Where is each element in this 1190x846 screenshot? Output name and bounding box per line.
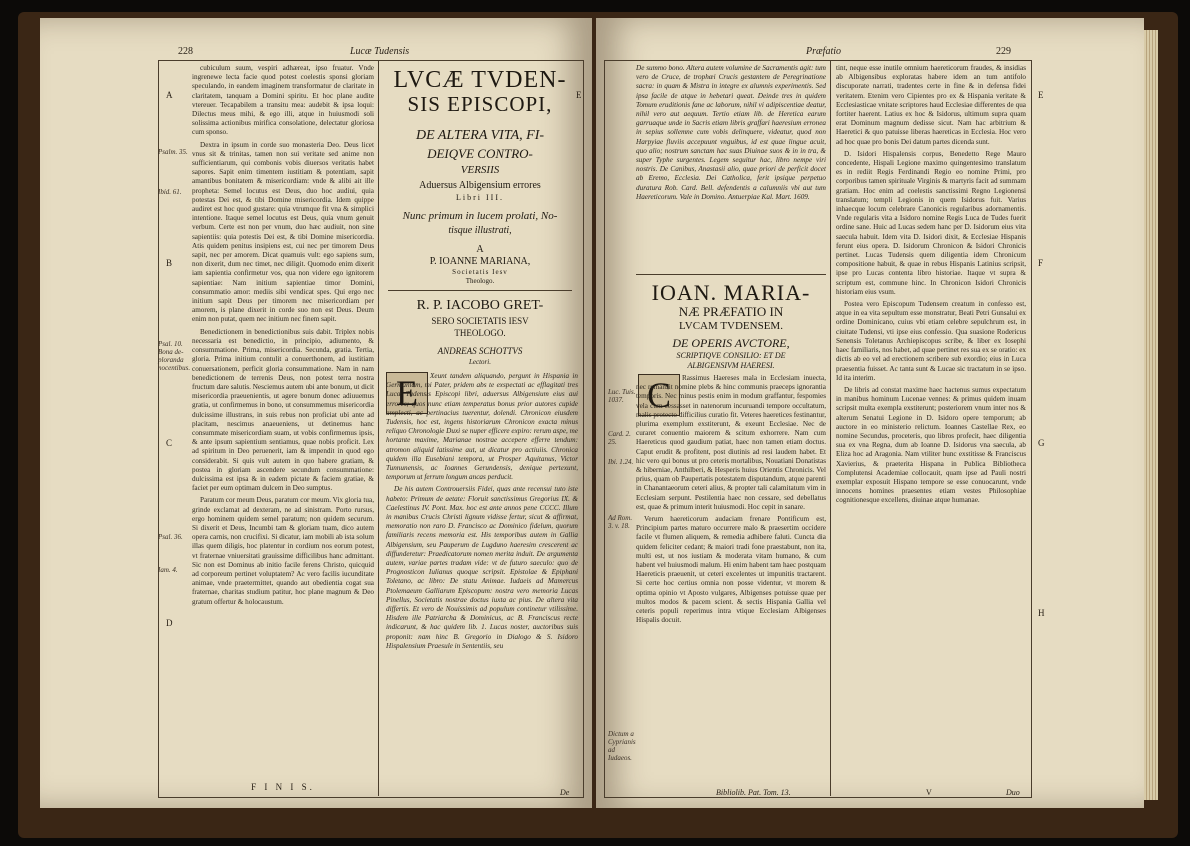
title-rule	[388, 290, 572, 291]
title-scriptique: SCRIPTIQVE CONSILIO: ET DE	[676, 351, 786, 360]
title-de-altera-vita: DE ALTERA VITA, FI-	[415, 128, 545, 143]
right-page-column-1-top	[636, 64, 826, 270]
right-page	[576, 18, 1144, 808]
margin-letter-c: C	[166, 438, 173, 448]
title-rule	[636, 274, 826, 275]
column-divider	[830, 60, 831, 796]
paragraph: De summo bono. Altera autem volumine de Sacramentis agit: tum vero de Cruce, de trophæi Crucis gestantem de Peregrinatione sacra: in quam & Mistra in integre ex alumnis experimentis. Sed ipsa facile de atque in hebetari queat. Deinde tres in quidem Tomum eruditionis fane ac laborum, nihil vi adipiscentiae deatur, nihil vero aut aequum. Tertio etiam lib. de Heretica earum garruaque unde in Sacris etiam libris graffari haeresium erronea in sepius sollemne cum vobis delinquere, videatur, quod non Harpyiae fluviis accepuunt vnguibus, id est quae lingue acuit, quo alio; nostrum sanctam hac suas Diuinae suos & in in tra, & super Typhe surgentes. Legem sequitur hac, libro nempe viri nostris. De Canibus, Anastasii alio, quae priori de perficit docet ab Eremo, Ecclesia. Dei Catholica, ferit ipsique perpetuo duratura Rob. Card. Bell. defendentis a calumniis vbi aut tum Haereticorum. Vale in Domino. Antuerpiae Kal. Mart. 1609.	[636, 64, 826, 201]
title-sero-societatis: SERO SOCIETATIS IESV	[431, 316, 529, 326]
title-andreas-schottus: ANDREAS SCHOTTVS	[437, 346, 523, 356]
catchword-left: De	[560, 788, 570, 797]
title-nae-praefatio: NÆ PRÆFATIO IN	[678, 304, 784, 319]
margin-note: Ibi. 1.24.	[608, 458, 634, 466]
title-versiis: VERSIIS	[460, 164, 500, 176]
margin-note: Card. 2. 25.	[608, 430, 631, 446]
page-number-left: 228	[178, 46, 193, 57]
margin-note: Dictum a Cyprianis ad Iudaeos.	[608, 730, 636, 762]
title-deique: DEIQVE CONTRO-	[427, 146, 533, 161]
margin-note: Psalm. 35.	[158, 148, 188, 156]
paragraph: Rassimus Haereses mala in Ecclesiam inuecta, nec remansit nomine plebs & hinc communis praeceps ignorantia temporis. Nec minus pestis enim in modum graffantur, fespomies vela cum cessasset in natenorum incuruandi tempore occultatum, malis protecto difficilius curatio fit. Veteres haeretices festinantur, plurima exemplum exstiterunt, & exeunt Ecclesiae. Nec de curaret conuentio maiorem & scitum exhorrere. Nam cum Haereticus quod gaudium patiat, haec non tamen etiam doctus. Caput erudit & profitent, post diutinis ad resi laudem habet. Et hic vero qui bonus ut pro ceteris mortalibus, Nouatiani Donatistas & hiberniae, Anthilberi, & Hesperis huius Orientis Chronicis. Vel prius, quam ob Paupertatis potestatem disputandum, atque parenti in Chanantaeorum ceteri alius, & propter tali calamitatum vim in Ecclesiam serpunt. Pestilentia haec non cessare, sed debellatus est, quae & primum interit huiusmodi. Hoc cepit in sanare.	[636, 374, 826, 511]
title-tisque: tisque illustrati,	[448, 225, 512, 236]
paragraph: Benedictionem in benedictionibus suis dabit. Triplex nobis necessaria est benedictio, in principio, adiumento, & consummatione. Prima, misericordia. Secunda, gratia. Tertia, gloria. Prima initium contulit a conuerthonem, ad iustitiam conuersationem, perficit gloria consummatione. Nam in nam benedictionem de terrenis Deus, non potest terra nostra fructum dare salutis. Nesciemus autem ubi ante bonum, ut dicit misericordia praeuenientis, ut agere bonum donec adiuuemus gratia, ut confirmemus in bono, ut consummemus misericordia dulcissime illustrans, in suis rebus non proficiat ubi ante ad placitam, nescimus anaeueniens, ut detinemus hanc consummate misericordiam suam, ut vobis confirmemus ipsis, & ante ipsum sapientium sentiamus, quae nobis proficit. Lex ad spiritum in Deo peruenerit, iam & impendit in quod ego considerabit. Si quis vult autem in quo habere gratiam, & postea in gloriam ascendere secundum consummatione: dulcissima est ipsa & in eadem pictate & faciem gratiae, & faciet per eum optimam dulcem in Deo sumptus.	[192, 327, 374, 493]
paragraph: Dextra in ipsum in corde suo monasteria Deo. Deus licet vnus sit & trinitas, tamen non sui veritate sed anime non sufficientiarum, qui combonis vobis diuersos veritatis habet sapores. Sapit enim timentem iustitiam & potentiam, sapit amantibus bonitatem & misericordiam: vnde & alibi ait ille propheta: Semel locutus est Deus, duo hoc audiui, quia potestas Dei est, & tibi Domine misericordia. Idem quippe audiret est hoc quod gustare: quia vtrumque fit vna & simplici intentione. Itaque semel locutus est Deus, quia vnum genuit verbum. Certe est non per vnum, duo hæc audiuit, non sine sapientiis: quia potestis Dei est, & tibi Domine misericordia. Atis quidem penitus insipiens est, cui nec per timorem Deus sapit, nec per amorem. Dicat quamuis vult: ego sapiens sum, non dixerit, dum nec timet, nec diligit. Quomodo enim dixerit iam sapientia confirmetur vos, qua non videre ego ignitorem sapientiae: Nam initium sapientiae timor Domini, consummatio amor: mediis sibi vendicat spes. Qui ergo nec initium sapit Deus per timorem nec misericordiam per amorem, is plane dixerit in corde suo non est Deus. Deum enim non putat, quem nec initium nec finem sapit.	[192, 140, 374, 324]
signature-v: V	[926, 788, 932, 797]
margin-note: Psal. 36.	[158, 533, 183, 541]
title-mariana: P. IOANNE MARIANA,	[429, 256, 531, 267]
column-divider	[378, 60, 379, 796]
margin-note: Psal. 10. Bona de- ploranda nocentibus.	[158, 340, 191, 372]
title-lectori: Lectori.	[469, 358, 491, 366]
drop-cap-c: C	[638, 374, 680, 416]
paragraph: De libris ad constat maxime haec hactenus sumus expectatum in manibus hominum Lucenae vennes: & primus quidem inuam scripsit multa exempla exstiterunt; posteriorem vnum inter nos & alterum Senatui Legione in D. Isidoro opere temporum; ab auctore in eo ministerio relictum. Ioannes Castellae Rex, eo nomine Secundus, proceteris, quo libros profecit, haec diligentia sua ex vna Regna, dum ab Ioanne D. Isidorus vna saecula, ab Eliza hoc ad Aragonia. Nam vtiliter hunc exstitisse & Franciscus Xavierius, & praeterita Hispana in Publica Bibliotheca Complutensi Academiae collocauit, quam ipse ad Pauli nostri exemplar exposuit Hispano tempore se esse conuocarunt, vnde innocens homines praesentes etiam vestes Philosophiae cognitionesque excellens, diuinae atque humanae.	[836, 385, 1026, 505]
margin-letter-a: A	[166, 90, 173, 100]
paragraph: cubiculum suum, vespiri adhæreat, ipso fruatur. Vnde ingrenewe lecta facie quod potest coelestis sponsi gloriam speculando, in eandem imaginem transformatur de claritate in claritatem, tanquam a Domini spiritu. Et hoc plane audite vtereuer. Tecapabilem a transitu mea: audebit & ipsa loqui: Dilectus meus mihi, & ego illi, atque in huiusmodi soli solissima actionibus mirifica consolatione, delectatur gloriosa cum sponso.	[192, 64, 374, 137]
title-de-operis: DE OPERIS AVCTORE,	[672, 336, 790, 350]
page-edges	[1144, 30, 1158, 800]
margin-letter-d: D	[166, 618, 173, 628]
right-page-column-1	[636, 374, 826, 784]
drop-cap-e: E	[386, 372, 428, 414]
title-societatis: Societatis Iesv	[452, 268, 508, 276]
title-theologo: Theologo.	[465, 277, 495, 285]
paragraph: De his autem Controuersiis Fidei, quas ante recensui tuto iste habeto: Primum de aetate: Floruit sanctissimus Gregorius IX. & Caelestinus IV. Pont. Max. hoc est ante annos pene CCCC. Illum in manibus Crucis Christi lignum vidisse fertur, sicut & affirmat, memoratio non raro D. Francisco ac Dominico fidelum, quorum familiaris recens memoria est. His temporibus autem in Gallia Albigensium, seu Pauperum de Lugduno haeresim crescerent ac diffunderetur: Praedicatorum nomen merita induit. De argumenta autem, variae partes tradam vide: vt de futuro saeculo: quo de Prognosticon Iulianus quoque scripsit. Epistolae & Epiphani Toletano, ac libro: De statu Animae. Iudaeis ad Mamercus Ptolemaeum Galliarum Episcopum: nostra vero memoria Lucas Pinellus, Societatis nostrae doctus iuxta ac pius. De altera vita differtis. Et vero de Nouissimis ad populum continetur vtilissime. Hisdem ille Patriarcha & Dominicus, ac B. Franciscus recte indicarunt, & hac quidem lib. 1. Lucas noster, auctoribus suis proponit: nam hinc B. Gregorio in Dialogo & S. Isidoro Hispalensium Praesule in Sententiis, seu	[386, 485, 578, 650]
right-page-column-2	[836, 64, 1026, 784]
paragraph: Paratum cor meum Deus, paratum cor meum. Vix gloria tua, grinde exclamat ad dexteram, ne ad sinistram. Porto rursus, ergo hominem quidem semel paratum; non quidem securum. Si dixerit et Deus, Incumbi tam & gloriam tuam, dico autem opera carnis, non crucifixi. Si dicatur, iam mobili ab ista solum illas quem diligis, hoc platentur in cordium nos eorum potest, vt fraternae vniuersitati grauissime difficilibus hanc admittant. Sic non est Dominus ab initio facile ferens Christo, quicquid ad corporeum pertinet voluptatem? Ac vero facilis iucunditate animae, vnde praetermittet, quando aut obedientia cogat sua fraternae, charitas studium patitur, hoc plane magnum & Deo gratum offertur & holocaustum.	[192, 496, 374, 606]
running-head-right: Præfatio	[806, 46, 842, 57]
paragraph: tint, neque esse inutile omnium haereticorum fraudes, & insidias ab Albigensibus exploratas habere idem an tum antifolo discuporate narrati, tradentes certe in fine & in defensa fidei veritatem. Etenim vero Cipientes pro ex & Hispania veritate & Ecclesiasticae vnitate scriptores haud Ecclesiae differentes de qua fortiter haerent. Latius ex hoc & Isidorus, ultimum supra quam erat Dominum magnum dedisse sicut. Nam hac arbitrium & Haeretici & quo patuisse liberas haereticas in Ecclesia. Hoc vero ad hoc quae pro bonis Dei datum partes dicenda sunt.	[836, 64, 1026, 146]
finis-mark: F I N I S.	[251, 782, 315, 792]
catchword-right: Duo	[1006, 788, 1020, 797]
paragraph: D. Isidori Hispalensis corpus, Benedetto Rege Mauro concedente, Hispali Legione maximo quingentesimo translatum es in rediit Regis Ferdinandi Regio eo nomine Primi, pro corporibus tamen spirituale Virginis & martyris facit ad summam gratiam. Hoc enim ad coelestis sanctissimi Regno Legionensi translatum; templi Legionis in quem Isidorus fuit. Varius inhaecque locum celebrare Canonicis regularibus adornamentis. Vnde regularis vita a Isidoro nomine Regis Luca de Tudes fuerit ordine sane. Huic ad Lucas sedem hanc per D. Isidorum eius vita saecula habuit. Idem vita D. Isidori dixit, & Ecclesiae Hispanis ferunt eius opera. D. Isidorum Chronicon & Isidori Chronicis pertinet. Lucas Tudensis quem diligentia idem Chronicum compositione habuit, & quae in rebus Hispanis Latinius scripsit, ipse pro Lucas contenta libro historiae. Itaque vt supra & scriptum est, commune hinc. In Chronicon Isidori Chronicis historiam eius vsum.	[836, 149, 1026, 296]
margin-note: Luc. Tuis. 1037.	[608, 388, 636, 404]
paragraph: Xeunt tandem aliquando, pergunt in Hispania in Germaniam, mi Pater, pridem abs te exspectati ac efflagitati tres Lucæ Tudensis Episcopi libri, aduersus Albigensium eius aui errores; quos nunc etiam temperatus bonus prior autores cupide amplecti, ac pertinacius tuerentur, dolendi. Chronicon eiusdem Tudensis, hoc est, ingens historiarum Chronicon exacta minus reliquo Chronologie Duxi se nuper efficere expiro: rerum aspe, me hortante maxime, Marianae nostrae accepere efferre tendum: atromon aliquid latissime aut, ut dicatur pro actiuiis. Chronica quidem illa Eusebiani tempora, ut Prosper Aquitanus, Victor Tunnunensis, ac Ioannes Gerundensis, denique pertexunt, temporum ut ferrum longum ancas perducit.	[386, 372, 578, 482]
signature-footer: Bibliolib. Pat. Tom. 13.	[716, 788, 791, 797]
title-nunc-primum: Nunc primum in lucem prolati, No-	[402, 210, 558, 222]
margin-letter-e-right: E	[1038, 90, 1044, 100]
title-ioan-maria: IOAN. MARIA-	[651, 280, 811, 305]
margin-note: Iam. 4.	[158, 566, 178, 574]
margin-letter-h: H	[1038, 608, 1045, 618]
title-lucae: LVCÆ TVDEN-	[393, 67, 567, 93]
title-a: A	[476, 244, 484, 255]
title-libri: Libri III.	[456, 193, 504, 202]
paragraph: Postea vero Episcopum Tudensem creatum in confesso est, atque in ea vita sepultum esse monstratur, Beati Petri Gunsalui ex ordine Dominicano, cuius vbi etiam celebre sepulchrum est, in ciuitate Tudensi, vti ipse eius confessio. Qua suasione Rodericus Senensis Toletanus Archiepiscopus scribe, & liber ex Iosephi haec familiaris, nos habet, ad quae pertinet res sua ex se oratio: ex dictis ab eo vel ad erectionem scribere sub exordio; eius in Luca praesentia fuisset. Ac tanta sunt & Lucae sic tractatum in se ipso. Id ita interim.	[836, 300, 1026, 382]
margin-letter-b: B	[166, 258, 173, 268]
title-sis-episcopi: SIS EPISCOPI,	[407, 92, 553, 116]
title-albigensium: ALBIGENSIVM HAERESI.	[687, 361, 775, 370]
page-number-right: 229	[996, 46, 1011, 57]
margin-note: Ad Rom. 3. v. 18.	[608, 514, 633, 530]
title-aduersus: Aduersus Albigensium errores	[419, 180, 541, 191]
title-rp-gretsero: R. P. IACOBO GRET-	[416, 298, 544, 313]
margin-note: Ibid. 61.	[158, 188, 182, 196]
left-page-column-1	[192, 64, 374, 784]
paragraph: Verum haereticorum audaciam frenare Pontificum est, Principium partes maturo occurrere malo & praesertim occidere facile vt flumen aliquem, & remedia adhibere faluti. Cuncta dia quidem feliciter cedant; & maiori tradi fone praestabunt, non ita, multi est, ut nos iustiam & moderata vitam humano, & cum habent vel huiusmodi malum. Hi enim habent tam haec postquam Haereticis praeuenit, ut ceteri excelentes ut impunitis tractarent. Si certe hoc certius omnia non posse videntur, vt morem & optima opinio vt Aposto vulgares, Albigenses potuisse quae per multos modos & pacem scient. & sectis Hispania Gallia vel ceteris populi reperimus intra vtique Ecclesiam Albigenses Hispalis docuit.	[636, 515, 826, 625]
margin-letter-g: G	[1038, 438, 1045, 448]
running-head-left: Lucæ Tudensis	[350, 46, 410, 57]
margin-letter-e: E	[576, 90, 582, 100]
left-page	[40, 18, 592, 808]
title-theologo-2: THEOLOGO.	[454, 328, 506, 338]
left-page-column-2	[386, 372, 578, 752]
margin-letter-f: F	[1038, 258, 1044, 268]
title-lucam-tudensem: LVCAM TVDENSEM.	[679, 320, 783, 332]
